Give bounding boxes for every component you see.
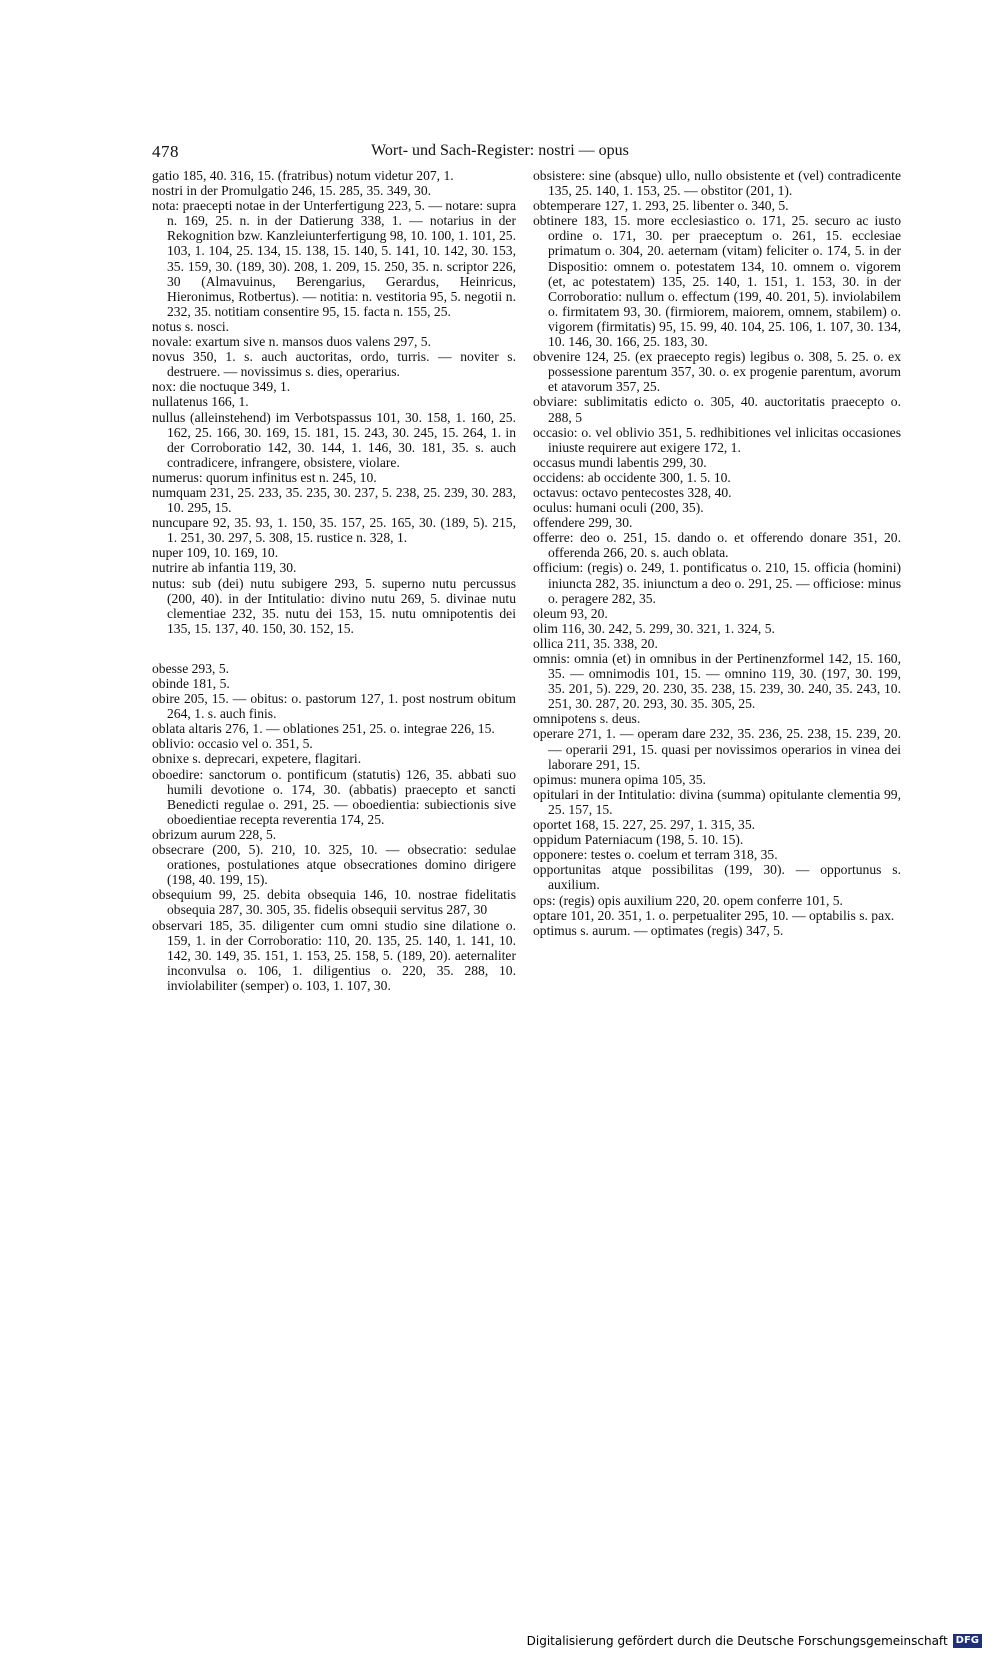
index-entry: nutrire ab infantia 119, 30. bbox=[152, 560, 297, 576]
index-entry: novale: exartum sive n. mansos duos valens 297, 5. bbox=[152, 334, 432, 350]
index-entry: obire 205, 15. — obitus: o. pastorum 127, 1. post nostrum obitum 264, 1. s. auch finis. bbox=[152, 691, 516, 722]
index-entry: obviare: sublimitatis edicto o. 305, 40. auctoritatis praecepto o. 288, 5 bbox=[533, 394, 901, 425]
running-title: Wort- und Sach-Register: nostri — opus bbox=[371, 142, 629, 159]
index-entry: obtinere 183, 15. more ecclesiastico o. 171, 25. securo ac iusto ordine o. 171, 30. per praeceptum o. 261, 15. ecclesiae primatum o. 304, 20. aeternam (vitam) feliciter o. 174, 5. in der Dispositio: omnem o. potestatem 134, 10. omnem o. vigorem (et, ac potestatem) 135, 25. 140, 1. 151, 1. 153, 30. in der Corroboratio: nullum o. effectum (199, 40. 201, 5). inviolabilem o. firmitatem 93, 30. (firmiorem, maiorem, omnem, stabilem) o. vigorem (firmitatis) 95, 15. 99, 40. 104, 25. 106, 1. 107, 30. 134, 10. 146, 30. 166, 25. 183, 30. bbox=[533, 213, 901, 350]
index-entry: offendere 299, 30. bbox=[533, 515, 633, 531]
index-entry: optimus s. aurum. — optimates (regis) 347, 5. bbox=[533, 922, 784, 938]
index-entry: obesse 293, 5. bbox=[152, 660, 230, 676]
page-number: 478 bbox=[152, 142, 179, 161]
index-entry: opportunitas atque possibilitas (199, 30). — opportunus s. auxilium. bbox=[533, 862, 901, 893]
index-entry: nuper 109, 10. 169, 10. bbox=[152, 545, 279, 561]
index-entry: omnis: omnia (et) in omnibus in der Pertinenzformel 142, 15. 160, 35. — omnimodis 101, 15. — omnino 119, 30. (197, 30. 199, 35. 201, 5). 229, 20. 230, 35. 238, 15. 239, 30. 240, 35. 243, 10. 251, 30. 287, 20. 293, 30. 35. 305, 25. bbox=[533, 651, 901, 712]
index-entry: occidens: ab occidente 300, 1. 5. 10. bbox=[533, 469, 731, 485]
index-entry: obsequium 99, 25. debita obsequia 146, 10. nostrae fidelitatis obsequia 287, 30. 305, 35. fidelis obsequii servitus 287, 30 bbox=[152, 887, 516, 918]
index-entry: optare 101, 20. 351, 1. o. perpetualiter 295, 10. — optabilis s. pax. bbox=[533, 907, 895, 923]
index-entry: oculus: humani oculi (200, 35). bbox=[533, 500, 704, 516]
index-entry: oboedire: sanctorum o. pontificum (statutis) 126, 35. abbati suo humili devotione o. 174, 30. (abbatis) praecepto et sancti Benedicti regulae o. 291, 25. — oboedientia: subiectionis sive oboedientiae recepta reverentia 174, 25. bbox=[152, 766, 516, 827]
index-entry: numerus: quorum infinitus est n. 245, 10. bbox=[152, 469, 377, 485]
digitization-credit bbox=[527, 1634, 982, 1648]
index-entry: opimus: munera opima 105, 35. bbox=[533, 771, 706, 787]
index-entry: offerre: deo o. 251, 15. dando o. et offerendo donare 351, 20. offerenda 266, 20. s. auch oblata. bbox=[533, 530, 901, 561]
index-entry: occasus mundi labentis 299, 30. bbox=[533, 454, 707, 470]
index-entry: nuncupare 92, 35. 93, 1. 150, 35. 157, 25. 165, 30. (189, 5). 215, 1. 251, 30. 297, 5. 308, 15. rustice n. 328, 1. bbox=[152, 515, 516, 546]
index-entry: opitulari in der Intitulatio: divina (summa) opitulante clementia 99, 25. 157, 15. bbox=[533, 786, 901, 817]
index-entry: ollica 211, 35. 338, 20. bbox=[533, 635, 658, 651]
index-entry: occasio: o. vel oblivio 351, 5. redhibitiones vel inlicitas occasiones iniuste requirere aut exigere 172, 1. bbox=[533, 424, 901, 455]
index-entry: olim 116, 30. 242, 5. 299, 30. 321, 1. 324, 5. bbox=[533, 620, 775, 636]
dfg-logo-icon: DFG bbox=[953, 1634, 982, 1648]
index-entry: opponere: testes o. coelum et terram 318, 35. bbox=[533, 847, 778, 863]
index-entry: notus s. nosci. bbox=[152, 318, 230, 334]
index-entry: nutus: sub (dei) nutu subigere 293, 5. superno nutu percussus (200, 40). in der Intitulatio: divino nutu 269, 5. divinae nutu clementiae 232, 35. nutu dei 153, 15. nutu omnipotentis dei 135, 15. 137, 40. 150, 30. 152, 15. bbox=[152, 575, 516, 636]
index-entry: oblata altaris 276, 1. — oblationes 251, 25. o. integrae 226, 15. bbox=[152, 721, 495, 737]
index-entry: oportet 168, 15. 227, 25. 297, 1. 315, 35. bbox=[533, 817, 756, 833]
index-entry: oblivio: occasio vel o. 351, 5. bbox=[152, 736, 313, 752]
index-entry: nota: praecepti notae in der Unterfertigung 223, 5. — notare: supra n. 169, 25. n. in der Datierung 338, 1. — notarius in der Rekognition bzw. Kanzleiunterfertigung 98, 10. 100, 1. 101, 25. 103, 1. 104, 25. 134, 15. 138, 15. 140, 5. 141, 10. 142, 30. 153, 35. 159, 30. (189, 30). 208, 1. 209, 15. 250, 35. n. scriptor 226, 30 (Almavuinus, Berengarius, Gerardus, Heinricus, Hieronimus, Rotbertus). — notitia: n. vestitoria 95, 5. negotii n. 232, 35. notitiam consentire 95, 15. facta n. 155, 25. bbox=[152, 198, 516, 319]
index-entry: nullatenus 166, 1. bbox=[152, 394, 249, 410]
index-entry: nox: die noctuque 349, 1. bbox=[152, 379, 291, 395]
index-entry: octavus: octavo pentecostes 328, 40. bbox=[533, 484, 732, 500]
index-entry: nostri in der Promulgatio 246, 15. 285, 35. 349, 30. bbox=[152, 183, 432, 199]
index-entry: oppidum Paterniacum (198, 5. 10. 15). bbox=[533, 832, 744, 848]
index-entry: gatio 185, 40. 316, 15. (fratribus) notum videtur 207, 1. bbox=[152, 168, 454, 183]
right-column bbox=[533, 168, 901, 938]
credit-text: Digitalisierung gefördert durch die Deutsche Forschungsgemeinschaft bbox=[526, 1634, 948, 1648]
index-entry: numquam 231, 25. 233, 35. 235, 30. 237, 5. 238, 25. 239, 30. 283, 10. 295, 15. bbox=[152, 484, 516, 516]
index-entry: obsistere: sine (absque) ullo, nullo obsistente et (vel) contradicente 135, 25. 140, 1. 153, 25. — obstitor (201, 1). bbox=[533, 168, 901, 199]
index-entry: oleum 93, 20. bbox=[533, 605, 608, 621]
index-entry: operare 271, 1. — operam dare 232, 35. 236, 25. 238, 15. 239, 20. — operarii 291, 15. quasi per novissimos operarios in vinea dei laborare 291, 15. bbox=[533, 726, 901, 772]
index-entry: obvenire 124, 25. (ex praecepto regis) legibus o. 308, 5. 25. o. ex possessione parentum 357, 30. o. ex progenie parentum, avorum et atavorum 357, 25. bbox=[533, 349, 901, 395]
index-entry: nullus (alleinstehend) im Verbotspassus 101, 30. 158, 1. 160, 25. 162, 25. 166, 30. 169, 15. 181, 15. 243, 30. 245, 15. 264, 1. in der Corroboratio 142, 30. 144, 1. 146, 30. 181, 35. s. auch contradicere, infrangere, obsistere, violare. bbox=[152, 409, 516, 470]
index-entry: ops: (regis) opis auxilium 220, 20. opem conferre 101, 5. bbox=[533, 892, 843, 908]
index-entry: officium: (regis) o. 249, 1. pontificatus o. 210, 15. officia (homini) iniuncta 282, 35. iniunctum a deo o. 291, 25. — officiose: minus o. peragere 282, 35. bbox=[533, 560, 901, 606]
index-entry: obtemperare 127, 1. 293, 25. libenter o. 340, 5. bbox=[533, 198, 789, 214]
left-column bbox=[152, 168, 516, 993]
index-entry: obinde 181, 5. bbox=[152, 676, 230, 691]
index-entry: observari 185, 35. diligenter cum omni studio sine dilatione o. 159, 1. in der Corroboratio: 110, 20. 135, 25. 140, 1. 141, 10. 142, 30. 149, 35. 151, 1. 153, 25. 158, 5. (189, 20). aeternaliter inconvulsa o. 106, 1. diligentius o. 220, 35. 288, 10. inviolabiliter (semper) o. 103, 1. 107, 30. bbox=[152, 917, 516, 993]
index-entry: omnipotens s. deus. bbox=[533, 711, 641, 727]
index-entry: obrizum aurum 228, 5. bbox=[152, 826, 277, 842]
index-entry: obsecrare (200, 5). 210, 10. 325, 10. — obsecratio: sedulae orationes, postulationes atque obsecrationes domino dirigere (198, 40. 199, 15). bbox=[152, 842, 516, 888]
index-entry: novus 350, 1. s. auch auctoritas, ordo, turris. — noviter s. destruere. — novissimus s. dies, operarius. bbox=[152, 349, 516, 380]
letter-section-gap bbox=[152, 636, 516, 661]
index-entry: obnixe s. deprecari, expetere, flagitari. bbox=[152, 751, 362, 767]
